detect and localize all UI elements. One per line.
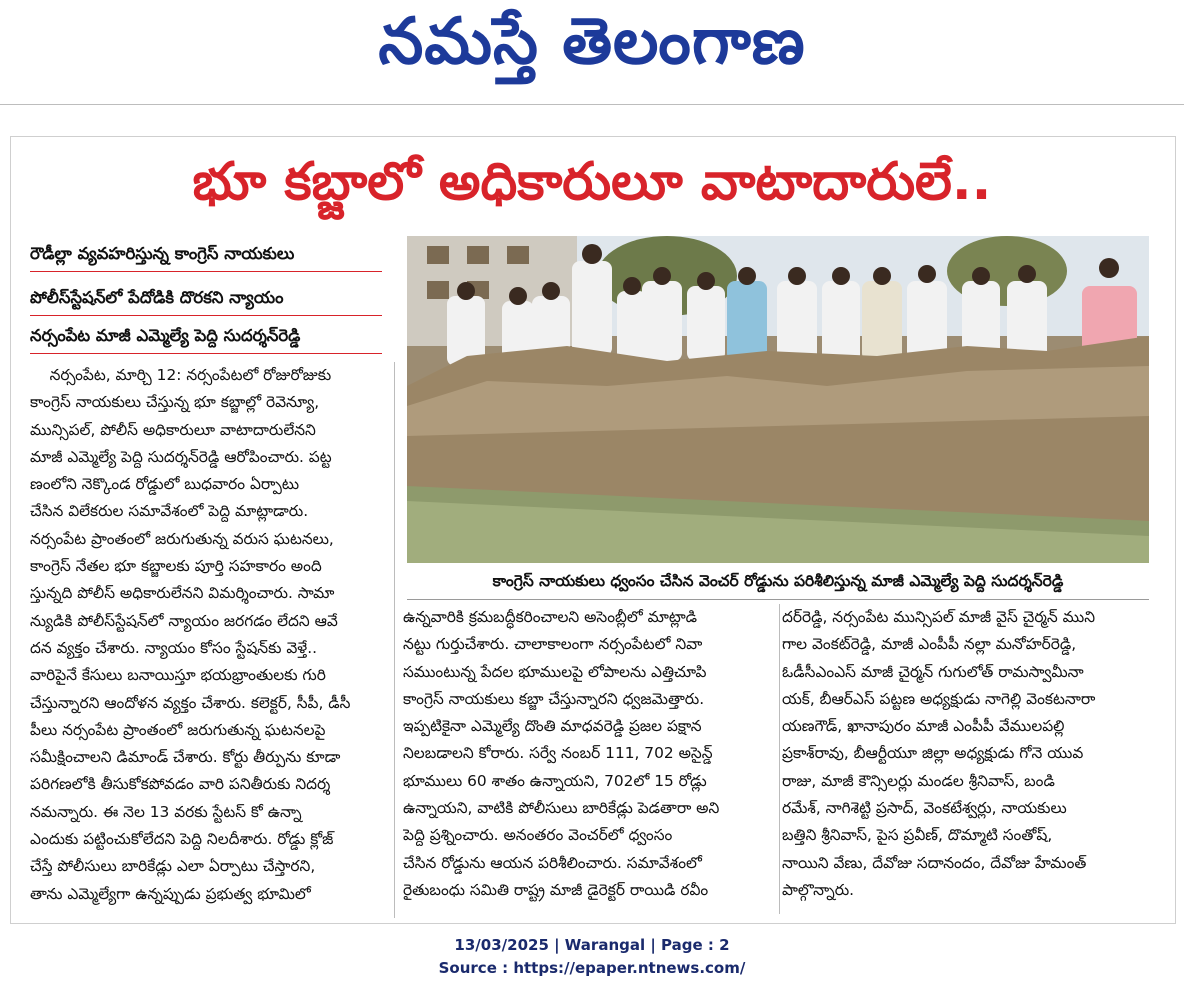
text-line: పీలు నర్సంపేట ప్రాంతంలో జరుగుతున్న ఘటనలపై (30, 720, 326, 739)
kicker-2: పోలీస్‌స్టేషన్‌లో పేదోడికి దొరకని న్యాయం (30, 288, 284, 307)
article-column-1 (30, 362, 386, 908)
kicker-divider (30, 353, 382, 354)
article-column-3 (782, 604, 1152, 904)
text-line: పరిగణలోకి తీసుకోకపోవడం వారి పనితీరుకు నిదర్శ (30, 775, 331, 794)
text-line: ఇప్పటికైనా ఎమ్మెల్యే దొంతి మాధవరెడ్డి ప్రజల పక్షాన (403, 717, 702, 736)
text-line: యక్‌, బీఆర్‌ఎస్‌ పట్టణ అధ్యక్షుడు నాగెల్లి వెంకటనారా (782, 689, 1096, 708)
text-line: దర్‌రెడ్డి, నర్సంపేట మున్సిపల్‌ మాజీ వైస్‌ చైర్మన్‌ ముని (782, 608, 1096, 626)
text-line: పాల్గొన్నారు. (782, 880, 855, 899)
text-line: చేసిన రోడ్డును ఆయన పరిశీలించారు. సమావేశంలో (403, 853, 702, 872)
news-photo (407, 236, 1149, 563)
text-line: కాంగ్రెస్‌ నాయకులు చేస్తున్న భూ కబ్జాల్లో రెవెన్యూ, (30, 393, 320, 412)
caption-divider (407, 599, 1149, 600)
masthead-divider (0, 104, 1184, 105)
text-line: కాంగ్రెస్‌ నాయకులు కబ్జా చేస్తున్నారని ధ్వజమెత్తారు. (403, 689, 705, 708)
text-line: సముంటున్న పేదల భూములపై లోపాలను ఎత్తిచూపి (403, 662, 707, 681)
text-line: పెద్ది ప్రశ్నించారు. అనంతరం వెంచర్‌లో ధ్వంసం (403, 826, 673, 845)
text-line: దన వ్యక్తం చేశారు. న్యాయం కోసం స్టేషన్‌కు వెళ్తే.. (30, 638, 318, 657)
text-line: నట్టు గుర్తుచేశారు. చాలాకాలంగా నర్సంపేటలో నివా (403, 635, 703, 654)
text-line: కాంగ్రెస్‌ నేతల భూ కబ్జాలకు పూర్తి సహకారం అంది (30, 557, 322, 576)
headline: భూ కబ్జాలో అధికారులూ వాటాదారులే.. (192, 152, 992, 212)
text-line: ఉన్నాయని, వాటికి పోలీసులు బారికేడ్లు పెడతారా అని (403, 799, 720, 818)
text-line: చేస్తున్నారని ఆందోళన వ్యక్తం చేశారు. కలెక్టర్‌, సీపీ, డీసీ (30, 693, 351, 712)
text-line: నర్సంపేట, మార్చి 12: నర్సంపేటలో రోజురోజుకు (30, 366, 332, 384)
text-line: సమీక్షించాలని డిమాండ్‌ చేశారు. కోర్టు తీర్పును కూడా (30, 748, 341, 767)
article-column-2 (403, 604, 776, 904)
masthead (0, 0, 1184, 105)
text-line: రాజు, మాజీ కౌన్సిలర్లు మండల శ్రీనివాస్‌, బండి (782, 771, 1055, 790)
text-line: ఎందుకు పట్టించుకోలేదని పెద్ది నిలదీశారు. రోడ్డు క్లోజ్‌ (30, 830, 334, 849)
masthead-logo: నమస్తే తెలంగాణ (378, 5, 806, 79)
footer-edition-info: 13/03/2025 | Warangal | Page : 2 (454, 936, 730, 954)
footer-source: Source : https://epaper.ntnews.com/ (438, 959, 746, 977)
text-line: తాను ఎమ్మెల్యేగా ఉన్నప్పుడు ప్రభుత్వ భూమిలో (30, 884, 311, 903)
column-divider (779, 604, 780, 914)
text-line: మాజీ ఎమ్మెల్యే పెద్ది సుదర్శన్‌రెడ్డి ఆరోపించారు. పట్ట (30, 447, 332, 466)
text-line: గాల వెంకట్‌రెడ్డి, మాజీ ఎంపీపీ నల్లా మనోహర్‌రెడ్డి, (782, 635, 1077, 654)
text-line: చేస్తే పోలీసులు బారికేడ్లు ఎలా ఏర్పాటు చేస్తారని, (30, 857, 316, 876)
text-line: నర్సంపేట ప్రాంతంలో జరుగుతున్న వరుస ఘటనలు, (30, 529, 334, 548)
text-line: రైతుబంధు సమితి రాష్ట్ర మాజీ డైరెక్టర్‌ రాయిడి రవీం (403, 880, 709, 899)
text-line: యణగౌడ్‌, ఖానాపురం మాజీ ఎంపీపీ వేములపల్లి (782, 717, 1065, 736)
kicker-1: రౌడీల్లా వ్యవహరిస్తున్న కాంగ్రెస్‌ నాయకులు (30, 244, 295, 263)
text-line: ప్రకాశ్‌రావు, బీఆర్టీయూ జిల్లా అధ్యక్షుడు గోనె యువ (782, 744, 1084, 763)
kicker-3: నర్సంపేట మాజీ ఎమ్మెల్యే పెద్ది సుదర్శన్‌రెడ్డి (30, 326, 301, 345)
text-line: ణంలోని నెక్కొండ రోడ్డులో బుధవారం ఏర్పాటు (30, 475, 300, 494)
text-line: రమేశ్‌, నాగిశెట్టి ప్రసాద్‌, వెంకటేశ్వర్లు, నాయకులు (782, 799, 1067, 818)
photo-caption: కాంగ్రెస్‌ నాయకులు ధ్వంసం చేసిన వెంచర్‌ రోడ్డును పరిశీలిస్తున్న మాజీ ఎమ్మెల్యే పెద్ది సుదర్శన్‌రెడ్డి (492, 572, 1064, 590)
text-line: నిలబడాలని కోరారు. సర్వే నంబర్‌ 111, 702 అసైన్డ్‌ (403, 744, 713, 763)
column-divider (394, 362, 395, 918)
text-line: స్తున్నది పోలీస్‌ అధికారులేనని విమర్శించారు. సామా (30, 584, 335, 603)
text-line: చేసిన విలేకరుల సమావేశంలో పెద్ది మాట్లాడారు. (30, 502, 309, 521)
text-line: నమన్నారు. ఈ నెల 13 వరకు స్టేటస్‌ కో ఉన్నా (30, 802, 302, 821)
text-line: భూములు 60 శాతం ఉన్నాయని, 702లో 15 రోడ్లు (403, 771, 707, 790)
kicker-divider (30, 271, 382, 272)
text-line: ఓడీసీఎంఎస్‌ మాజీ చైర్మన్‌ గుగులోత్‌ రామస్వామీనా (782, 662, 1084, 681)
text-line: బత్తిని శ్రీనివాస్‌, పైస ప్రవీణ్‌, దొమ్మాటి సంతోష్‌, (782, 826, 1053, 845)
kicker-divider (30, 315, 382, 316)
text-line: మున్సిపల్‌, పోలీస్‌ అధికారులూ వాటాదారులేనని (30, 420, 316, 439)
text-line: న్యుడికి పోలీస్‌స్టేషన్‌లో న్యాయం జరగడం లేదని ఆవే (30, 611, 338, 630)
text-line: వారిపైనే కేసులు బనాయిస్తూ భయభ్రాంతులకు గురి (30, 666, 326, 685)
text-line: ఉన్నవారికి క్రమబద్ధీకరించాలని అసెంబ్లీలో మాట్లాడి (403, 608, 698, 626)
text-line: నాయిని వేణు, దేవోజు సదానందం, దేవోజు హేమంత్‌ (782, 853, 1087, 872)
